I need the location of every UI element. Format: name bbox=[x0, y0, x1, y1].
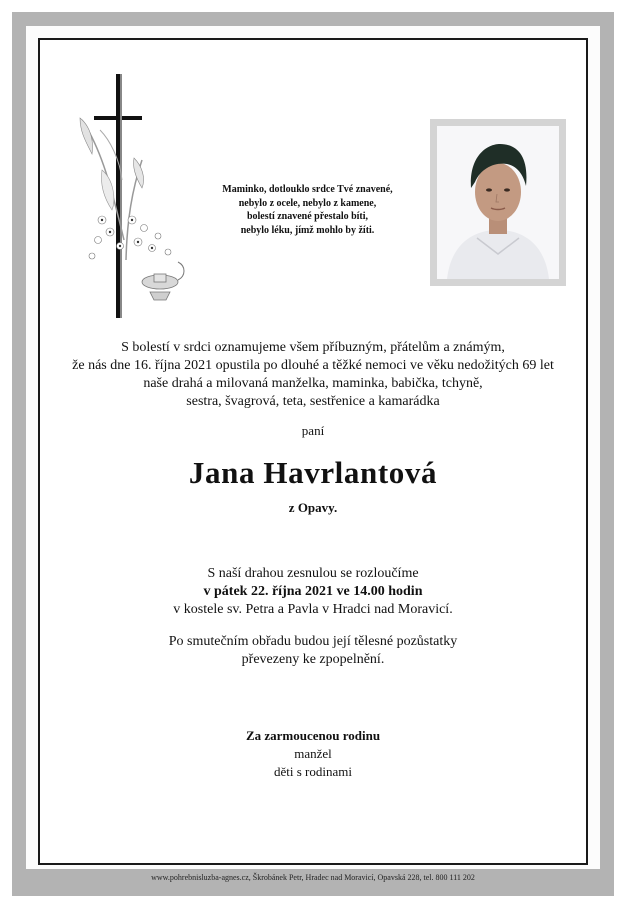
origin-town: z Opavy. bbox=[288, 500, 338, 515]
portrait-image bbox=[437, 126, 559, 279]
announcement-text bbox=[60, 339, 566, 411]
verse-line: bolestí znavené přestalo bíti, bbox=[246, 211, 369, 222]
announcement-line: že nás dne 16. října 2021 opustila po dlouhé a těžké nemoci ve věku nedožitých 69 let bbox=[72, 358, 554, 373]
deceased-name: Jana Havrlantová bbox=[188, 455, 438, 490]
ceremony-place: v kostele sv. Petra a Pavla v Hradci nad Moravicí. bbox=[173, 602, 453, 617]
announcement-line: sestra, švagrová, teta, sestřenice a kamarádka bbox=[186, 394, 440, 409]
verse-line: nebylo léku, jímž mohlo by žíti. bbox=[240, 224, 375, 236]
verse-line: nebylo z ocele, nebylo z kamene, bbox=[238, 197, 377, 209]
cross-with-flowers-icon bbox=[72, 70, 192, 320]
family-signoff bbox=[0, 727, 626, 781]
portrait-photo bbox=[437, 126, 559, 279]
remains-line: Po smutečním obřadu budou její tělesné pozůstatky bbox=[168, 634, 458, 649]
ceremony-intro: S naší drahou zesnulou se rozloučíme bbox=[207, 566, 419, 581]
signoff-heading: Za zarmoucenou rodinu bbox=[245, 728, 381, 743]
announcement-line: S bolestí v srdci oznamujeme všem příbuzným, přátelům a známým, bbox=[121, 340, 505, 355]
ceremony-info bbox=[0, 565, 626, 619]
remains-info bbox=[0, 633, 626, 669]
funeral-service-footer: www.pohrebnisluzba-agnes.cz, Škrobánek Petr, Hradec nad Moravicí, Opavská 228, tel. 800 111 202 bbox=[151, 873, 475, 882]
ceremony-datetime: v pátek 22. října 2021 ve 14.00 hodin bbox=[203, 584, 423, 599]
portrait-frame bbox=[430, 119, 566, 286]
remains-line: převezeny ke zpopelnění. bbox=[241, 652, 385, 667]
verse-line: Maminko, dotlouklo srdce Tvé znavené, bbox=[222, 184, 393, 195]
signoff-line: manžel bbox=[294, 746, 332, 761]
title-word: paní bbox=[301, 423, 325, 438]
signoff-line: děti s rodinami bbox=[274, 764, 352, 779]
announcement-line: naše drahá a milovaná manželka, maminka, babička, tchyně, bbox=[143, 376, 483, 391]
poem-verse bbox=[200, 183, 415, 237]
